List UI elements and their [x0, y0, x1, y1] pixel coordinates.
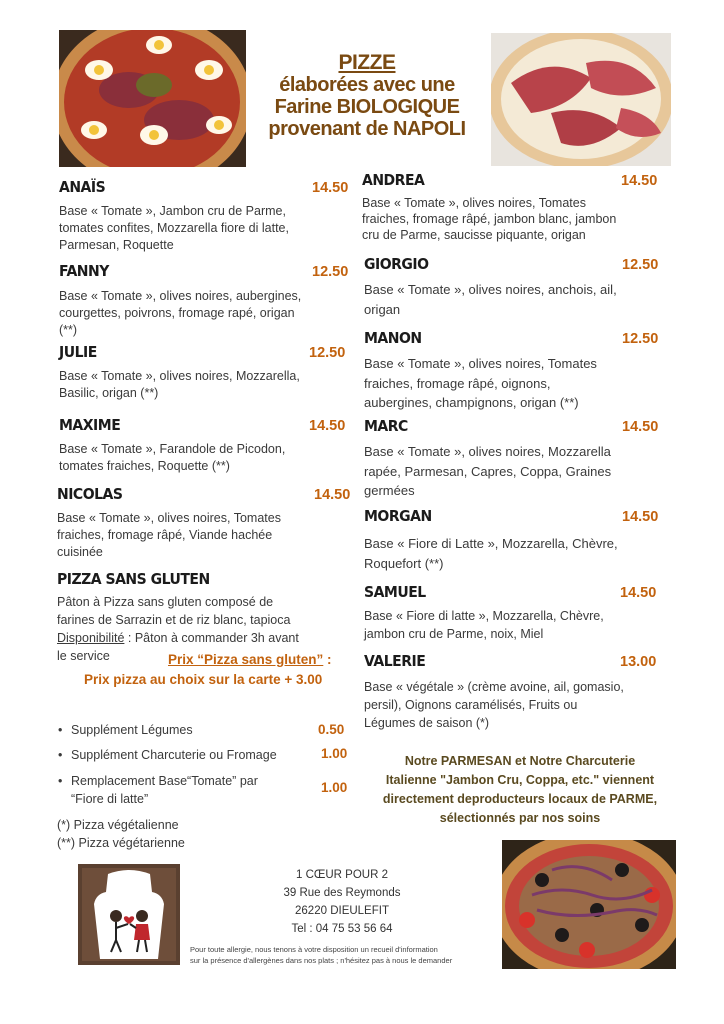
gluten-free-price-label	[168, 652, 332, 667]
pizza-price: 13.00	[620, 654, 657, 670]
supplement-label: Supplément Charcuterie ou Fromage	[71, 748, 277, 762]
pizza-description	[59, 288, 301, 339]
supplement-label-line: “Fiore di latte”	[71, 792, 149, 806]
desc-line: Base « Tomate », olives noires, Tomates	[364, 356, 597, 371]
pizza-description	[362, 195, 616, 243]
pizza-description	[364, 280, 617, 319]
pizza-name: VALERIE	[364, 653, 426, 671]
pizza-name: JULIE	[59, 344, 97, 362]
sourcing-note	[360, 752, 680, 828]
pizza-item-sans-gluten	[57, 572, 347, 592]
desc-line: jambon cru de Parme, noix, Miel	[364, 627, 544, 641]
desc-line: Base « Tomate », Jambon cru de Parme,	[59, 204, 286, 218]
desc-line: cuisinée	[57, 545, 103, 559]
pizza-name: MAXIME	[59, 417, 121, 435]
bullet-icon: •	[58, 774, 63, 788]
pizza-name: ANAÏS	[59, 179, 106, 197]
pizza-name: SAMUEL	[364, 584, 426, 602]
pizza-price: 14.50	[312, 180, 349, 196]
pizza-description	[364, 442, 611, 501]
note-line: directement deproducteurs locaux de PARME,	[382, 792, 658, 806]
availability-label: Disponibilité	[57, 631, 125, 645]
pizza-price: 14.50	[622, 419, 659, 435]
pizza-price: 14.50	[314, 487, 351, 503]
pizza-description	[364, 354, 597, 413]
allergy-line: Pour toute allergie, nous tenons à votre disposition un recueil d'information	[190, 945, 438, 954]
desc-line: Base « Tomate », olives noires, aubergines,	[59, 289, 302, 303]
pizza-description	[364, 678, 624, 732]
supplement-vegetables	[58, 721, 318, 739]
pizza-price: 12.50	[622, 257, 659, 273]
legend-vegetarian: (**) Pizza végétarienne	[57, 836, 185, 850]
pizza-name: GIORGIO	[364, 256, 429, 274]
desc-line: Base « Fiore di latte », Mozzarella, Chèvre,	[364, 609, 604, 623]
pizza-item-nicolas	[57, 487, 349, 567]
desc-line: Pâton à Pizza sans gluten composé de	[57, 595, 274, 609]
note-line: Notre PARMESAN et Notre Charcuterie	[404, 754, 636, 768]
pizza-item-valerie	[364, 654, 674, 734]
pizza-name: MANON	[364, 330, 422, 348]
pizza-item-samuel	[364, 585, 664, 645]
desc-line: Base « Tomate », Farandole de Picodon,	[59, 442, 286, 456]
pizza-name: MORGAN	[364, 508, 432, 526]
desc-line: fraiches, fromage râpé, jambon blanc, jambon	[362, 212, 617, 226]
pizza-description	[59, 203, 289, 254]
pizza-item-maxime	[59, 418, 349, 478]
bullet-icon: •	[58, 748, 63, 762]
bullet-icon: •	[58, 723, 63, 737]
desc-line: courgettes, poivrons, fromage rapé, origan	[59, 306, 295, 320]
legend-vegan: (*) Pizza végétalienne	[57, 818, 179, 832]
desc-line: tomates fraiches, Roquette (**)	[59, 459, 230, 473]
desc-line: Roquefort (**)	[364, 555, 444, 571]
desc-line: origan	[364, 301, 401, 317]
supplement-price: 0.50	[318, 722, 345, 737]
supplement-charcuterie	[58, 746, 318, 764]
pizza-description	[57, 510, 281, 561]
supplement-label-line: Remplacement Base“Tomate” par	[71, 774, 258, 788]
pizza-name: MARC	[364, 418, 408, 436]
gluten-free-price-rule: Prix pizza au choix sur la carte + 3.00	[84, 672, 323, 687]
pizza-name: NICOLAS	[57, 486, 123, 504]
pizza-item-giorgio	[364, 257, 664, 327]
pizza-price: 14.50	[620, 585, 657, 601]
subtitle-line: Farine BIOLOGIQUE	[274, 96, 460, 118]
phone: Tel : 04 75 53 56 64	[291, 923, 393, 935]
pizza-description	[59, 441, 285, 475]
desc-line: Base « Tomate », olives noires, Mozzarella	[364, 444, 611, 459]
supplement-price: 1.00	[321, 746, 348, 761]
restaurant-logo	[78, 864, 180, 965]
pizza-price: 14.50	[621, 173, 658, 189]
allergy-notice	[190, 944, 500, 966]
pizza-name: ANDREA	[362, 172, 425, 190]
restaurant-name: 1 CŒUR POUR 2	[295, 869, 389, 881]
pizza-name: PIZZA SANS GLUTEN	[57, 571, 210, 589]
desc-line: farines de Sarrazin et de riz blanc, tapioca	[57, 613, 291, 627]
street: 39 Rue des Reymonds	[283, 887, 401, 899]
pizza-name: FANNY	[59, 263, 109, 281]
desc-line: fraiches, fromage râpé, oignons,	[364, 375, 551, 391]
availability-text: : Pâton à commander 3h avant	[124, 631, 299, 645]
desc-line: Base « Tomate », olives noires, Tomates	[362, 196, 586, 210]
subtitle-line: élaborées avec une	[279, 74, 455, 96]
pizza-price: 12.50	[312, 264, 349, 280]
title-pizze: PIZZE	[338, 51, 396, 74]
desc-line: tomates confites, Mozzarella fiore di latte,	[59, 221, 289, 235]
desc-line: rapée, Parmesan, Capres, Coppa, Graines	[364, 463, 612, 479]
desc-line: Base « Tomate », olives noires, Tomates	[57, 511, 281, 525]
pizza-photo-prosciutto	[491, 33, 671, 166]
supplement-price: 1.00	[321, 780, 348, 795]
subtitle-line: provenant de NAPOLI	[268, 118, 466, 140]
desc-line	[57, 629, 357, 647]
note-line: sélectionnés par nos soins	[439, 811, 601, 825]
desc-line: Basilic, origan (**)	[59, 386, 159, 400]
pizza-price: 14.50	[622, 509, 659, 525]
pizza-item-marc	[364, 419, 664, 503]
pizza-description	[59, 368, 300, 402]
menu-title	[262, 52, 472, 140]
desc-line: aubergines, champignons, origan (**)	[364, 395, 579, 410]
pizza-item-fanny	[59, 264, 349, 344]
pizza-price: 12.50	[622, 331, 659, 347]
pizza-item-julie	[59, 345, 349, 405]
desc-line: cru de Parme, saucisse piquante, origan	[362, 228, 586, 242]
supplement-label: Supplément Légumes	[71, 723, 193, 737]
pizza-photo-olives	[502, 840, 676, 969]
pizza-item-manon	[364, 331, 664, 415]
note-line: Italienne "Jambon Cru, Coppa, etc." viennent	[385, 773, 655, 787]
supplement-label	[71, 772, 306, 808]
desc-line: Base « Tomate », olives noires, anchois, ail,	[364, 282, 617, 297]
city: 26220 DIEULEFIT	[295, 905, 389, 917]
desc-line: (**)	[59, 323, 78, 337]
supplement-base-replacement	[58, 772, 318, 808]
pizza-photo-egg-ham	[59, 30, 246, 167]
pizza-item-morgan	[364, 509, 664, 579]
pizza-item-andrea	[362, 173, 662, 253]
pizza-item-anais	[59, 180, 349, 260]
desc-line: Parmesan, Roquette	[59, 238, 174, 252]
price-label-colon: :	[323, 652, 332, 667]
desc-line: Base « végétale » (crème avoine, ail, gomasio,	[364, 680, 624, 694]
desc-line: Légumes de saison (*)	[364, 716, 490, 730]
pizza-price: 12.50	[309, 345, 346, 361]
desc-line: Base « Tomate », olives noires, Mozzarella,	[59, 369, 300, 383]
restaurant-address	[262, 866, 422, 938]
desc-line: fraiches, fromage râpé, Viande hachée	[57, 528, 273, 542]
desc-line: persil), Oignons caramélisés, Fruits ou	[364, 698, 578, 712]
pizza-description	[364, 607, 604, 643]
desc-line: germées	[364, 483, 415, 498]
desc-line: le service	[57, 649, 110, 663]
desc-line: Base « Fiore di Latte », Mozzarella, Chèvre,	[364, 536, 618, 551]
price-label-text: Prix “Pizza sans gluten”	[168, 652, 324, 667]
allergy-line: sur la présence d'allergènes dans nos plats ; n'hésitez pas à nous le demander	[190, 956, 453, 965]
pizza-price: 14.50	[309, 418, 346, 434]
pizza-description	[364, 534, 618, 573]
